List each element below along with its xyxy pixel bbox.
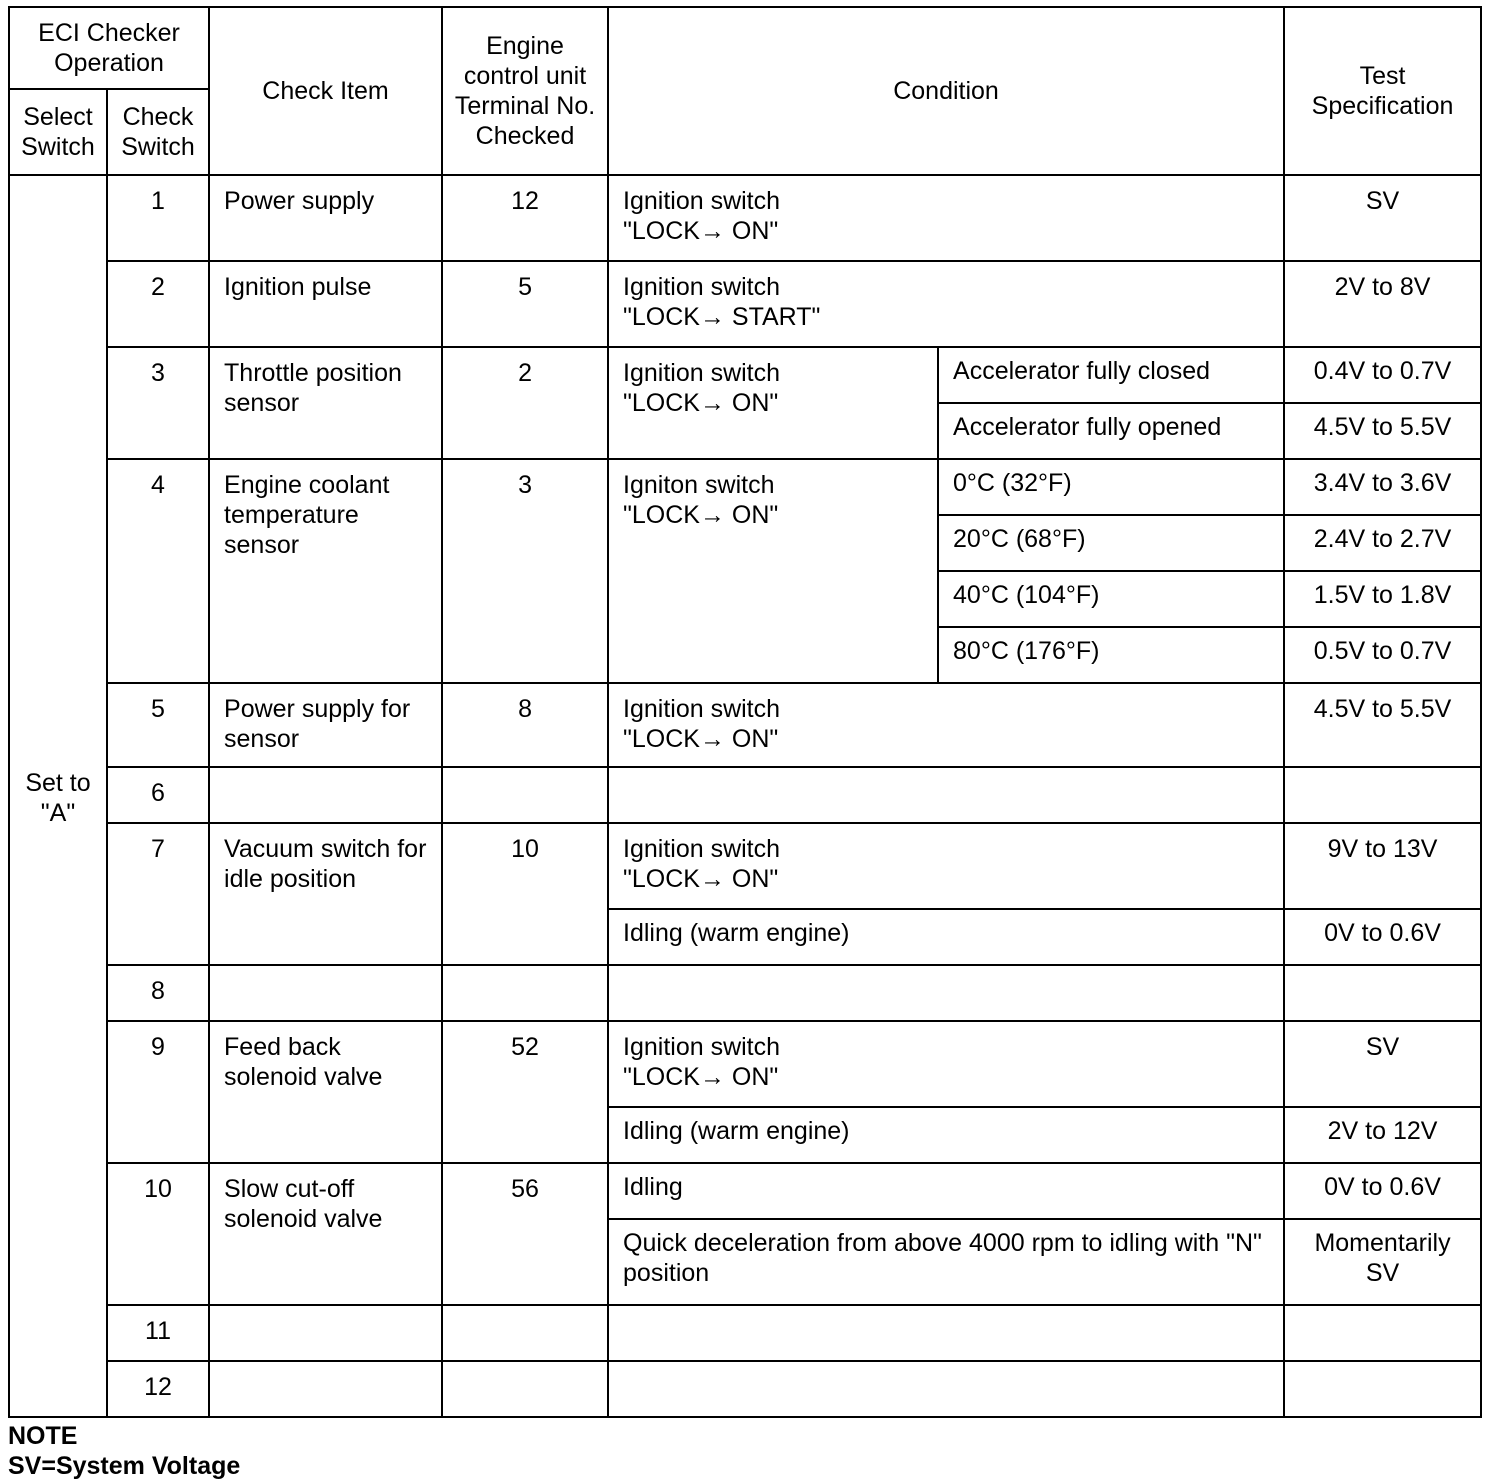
terminal-number <box>442 965 608 1021</box>
table-row <box>9 683 1481 767</box>
test-spec: 2V to 12V <box>1284 1107 1481 1163</box>
test-spec: 4.5V to 5.5V <box>1284 683 1481 767</box>
condition-line: "LOCK→ ON" <box>623 865 779 893</box>
table-row <box>9 767 1481 823</box>
check-number: 5 <box>107 683 209 767</box>
table-row <box>9 1305 1481 1361</box>
header-test-specification: Test Specification <box>1284 7 1481 175</box>
test-spec <box>1284 1305 1481 1361</box>
check-number: 6 <box>107 767 209 823</box>
terminal-number <box>442 1361 608 1417</box>
sub-condition: 20°C (68°F) <box>938 515 1284 571</box>
condition: Idling (warm engine) <box>608 909 1284 965</box>
condition-line: Ignition switch <box>623 1033 781 1061</box>
table-row <box>9 1163 1481 1219</box>
table-row <box>9 459 1481 515</box>
condition <box>608 1021 1284 1107</box>
test-spec: SV <box>1284 175 1481 261</box>
check-item <box>209 965 442 1021</box>
test-spec <box>1284 767 1481 823</box>
table-row <box>9 261 1481 347</box>
note <box>8 1421 240 1481</box>
sub-condition: Accelerator fully closed <box>938 347 1284 403</box>
check-number: 1 <box>107 175 209 261</box>
test-spec: 4.5V to 5.5V <box>1284 403 1481 459</box>
condition-line: "LOCK→ ON" <box>623 389 779 417</box>
test-spec: 1.5V to 1.8V <box>1284 571 1481 627</box>
terminal-number: 56 <box>442 1163 608 1305</box>
condition <box>608 683 1284 767</box>
terminal-number <box>442 1305 608 1361</box>
condition <box>608 175 1284 261</box>
check-item: Slow cut-off solenoid valve <box>209 1163 442 1305</box>
check-number: 3 <box>107 347 209 459</box>
header-check-switch: Check Switch <box>107 89 209 175</box>
condition: Idling <box>608 1163 1284 1219</box>
condition-line: "LOCK→ START" <box>623 303 821 331</box>
header-check-item: Check Item <box>209 7 442 175</box>
table-row <box>9 965 1481 1021</box>
condition-line: "LOCK→ ON" <box>623 501 779 529</box>
condition <box>608 767 1284 823</box>
test-spec <box>1284 965 1481 1021</box>
table-row <box>9 1361 1481 1417</box>
check-number: 12 <box>107 1361 209 1417</box>
test-spec: SV <box>1284 1021 1481 1107</box>
table-row <box>9 1021 1481 1107</box>
check-number: 9 <box>107 1021 209 1163</box>
table-row <box>9 347 1481 403</box>
test-spec: 0.4V to 0.7V <box>1284 347 1481 403</box>
check-number: 7 <box>107 823 209 965</box>
test-spec: 3.4V to 3.6V <box>1284 459 1481 515</box>
check-number: 11 <box>107 1305 209 1361</box>
condition <box>608 459 938 683</box>
test-spec: 2V to 8V <box>1284 261 1481 347</box>
condition <box>608 1361 1284 1417</box>
check-item <box>209 1361 442 1417</box>
test-spec: 9V to 13V <box>1284 823 1481 909</box>
terminal-number: 12 <box>442 175 608 261</box>
terminal-number: 10 <box>442 823 608 965</box>
condition: Idling (warm engine) <box>608 1107 1284 1163</box>
condition-line: Ignition switch <box>623 273 781 301</box>
condition-line: "LOCK→ ON" <box>623 1063 779 1091</box>
check-number: 4 <box>107 459 209 683</box>
condition-line: Ignition switch <box>623 835 781 863</box>
condition-line: Igniton switch <box>623 471 775 499</box>
terminal-number: 2 <box>442 347 608 459</box>
terminal-number: 3 <box>442 459 608 683</box>
check-number: 2 <box>107 261 209 347</box>
check-item <box>209 767 442 823</box>
table-row <box>9 823 1481 909</box>
test-spec: 0.5V to 0.7V <box>1284 627 1481 683</box>
condition-line: Ignition switch <box>623 187 781 215</box>
check-item: Engine coolant temperature sensor <box>209 459 442 683</box>
check-item: Ignition pulse <box>209 261 442 347</box>
condition <box>608 1305 1284 1361</box>
condition <box>608 823 1284 909</box>
condition <box>608 347 938 459</box>
eci-checker-table <box>8 6 1482 1418</box>
sub-condition: 40°C (104°F) <box>938 571 1284 627</box>
select-switch-value: Set to "A" <box>9 175 107 1417</box>
sub-condition: 80°C (176°F) <box>938 627 1284 683</box>
condition-line: Ignition switch <box>623 359 781 387</box>
header-condition: Condition <box>608 7 1284 175</box>
check-item: Vacuum switch for idle position <box>209 823 442 965</box>
check-item: Power supply for sensor <box>209 683 442 767</box>
condition <box>608 965 1284 1021</box>
check-item: Feed back solenoid valve <box>209 1021 442 1163</box>
check-item <box>209 1305 442 1361</box>
test-spec: 0V to 0.6V <box>1284 909 1481 965</box>
test-spec: 2.4V to 2.7V <box>1284 515 1481 571</box>
terminal-number: 8 <box>442 683 608 767</box>
header-eci-checker-operation: ECI Checker Operation <box>9 7 209 89</box>
header-select-switch: Select Switch <box>9 89 107 175</box>
terminal-number <box>442 767 608 823</box>
test-spec: Momentarily SV <box>1284 1219 1481 1305</box>
note-text: SV=System Voltage <box>8 1452 241 1480</box>
check-item: Power supply <box>209 175 442 261</box>
check-number: 10 <box>107 1163 209 1305</box>
sub-condition: 0°C (32°F) <box>938 459 1284 515</box>
condition <box>608 261 1284 347</box>
table-row <box>9 175 1481 261</box>
sub-condition: Accelerator fully opened <box>938 403 1284 459</box>
check-item: Throttle position sensor <box>209 347 442 459</box>
terminal-number: 52 <box>442 1021 608 1163</box>
condition-line: Ignition switch <box>623 695 781 723</box>
condition-line: "LOCK→ ON" <box>623 725 779 753</box>
check-number: 8 <box>107 965 209 1021</box>
header-terminal: Engine control unit Terminal No. Checked <box>442 7 608 175</box>
test-spec <box>1284 1361 1481 1417</box>
condition: Quick deceleration from above 4000 rpm to idling with "N" position <box>608 1219 1284 1305</box>
note-title: NOTE <box>8 1422 78 1450</box>
terminal-number: 5 <box>442 261 608 347</box>
condition-line: "LOCK→ ON" <box>623 217 779 245</box>
test-spec: 0V to 0.6V <box>1284 1163 1481 1219</box>
